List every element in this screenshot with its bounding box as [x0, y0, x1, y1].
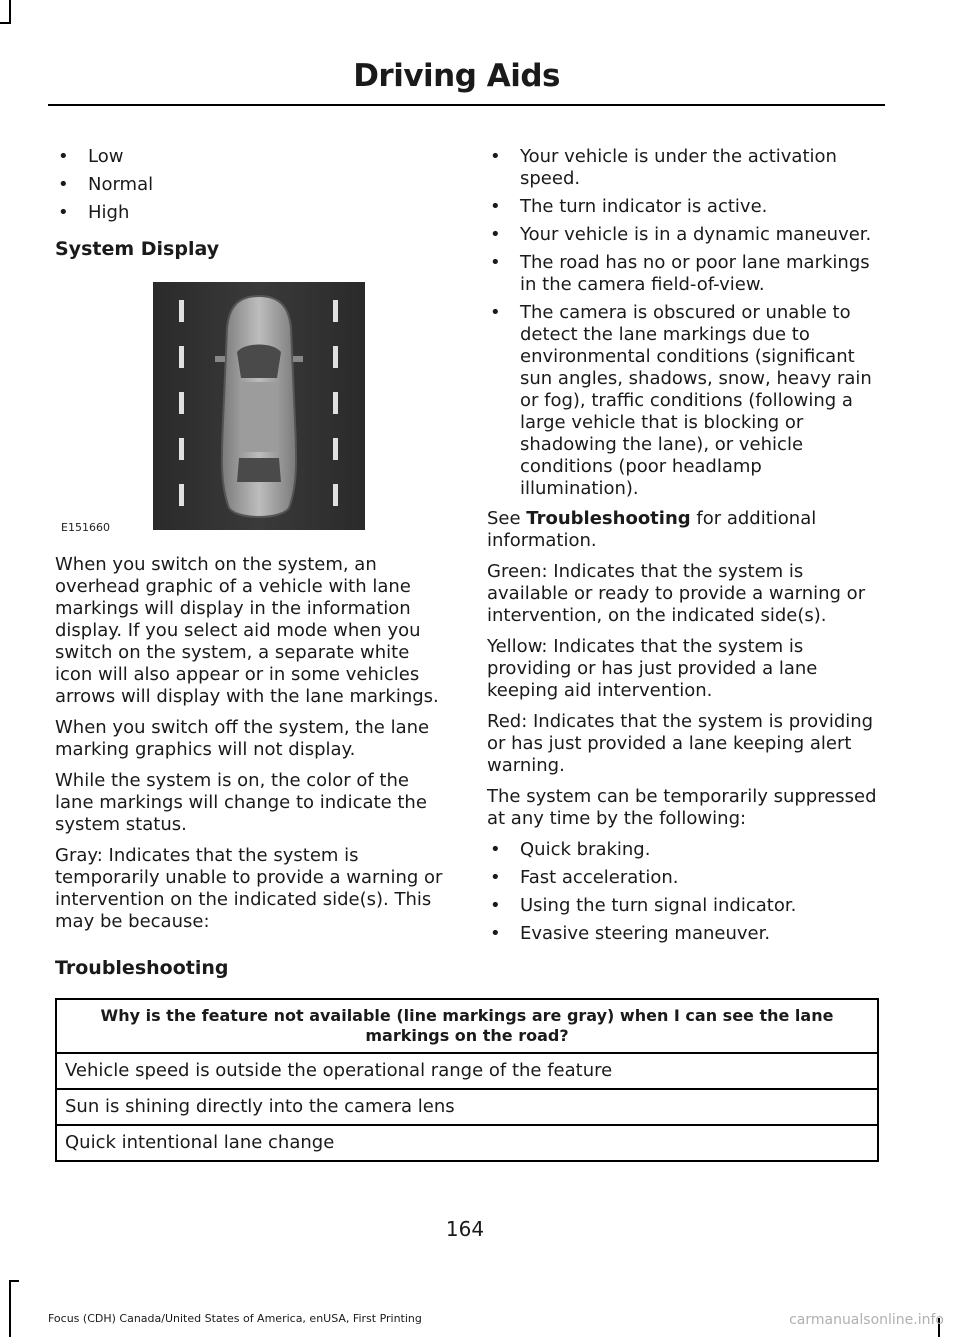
- list-item-reason: • The turn indicator is active.: [487, 196, 882, 218]
- crop-mark-top-left-h: [0, 22, 11, 24]
- list-item-reason: • Your vehicle is under the activation speed.: [487, 146, 882, 190]
- paragraph: While the system is on, the color of the lane markings will change to indicate the system status.: [55, 770, 427, 835]
- page-number: 164: [445, 1217, 485, 1241]
- left-column: [55, 146, 447, 942]
- crop-mark-top-left-v: [9, 0, 11, 22]
- paragraph-suppressed: The system can be temporarily suppressed at any time by the following:: [487, 786, 877, 829]
- paragraph-red: Red: Indicates that the system is providing or has just provided a lane keeping alert warning.: [487, 711, 874, 776]
- table-cell: Sun is shining directly into the camera lens: [56, 1089, 878, 1125]
- lane-display-illustration: [153, 282, 365, 530]
- see-prefix: See: [487, 508, 527, 529]
- crop-mark-bottom-left-v: [9, 1280, 11, 1337]
- table-row: [56, 1125, 878, 1161]
- paragraph: When you switch off the system, the lane marking graphics will not display.: [55, 717, 430, 760]
- list-item-reason: • The road has no or poor lane markings in the camera field-of-view.: [487, 252, 882, 296]
- troubleshooting-heading: Troubleshooting: [55, 957, 229, 979]
- lane-display-figure: [55, 278, 365, 538]
- paragraph: When you switch on the system, an overhead graphic of a vehicle with lane markings will display in the information display. If you select aid mode when you switch on the system, a separate white icon will also appear or in some vehicles arrows will display with the lane markings.: [55, 554, 439, 707]
- table-header-row: [56, 999, 878, 1053]
- page-title: Driving Aids: [353, 58, 560, 94]
- header-divider: [48, 104, 885, 106]
- table-cell: Vehicle speed is outside the operational range of the feature: [56, 1053, 878, 1089]
- list-item-sensitivity-normal: • Normal: [55, 174, 447, 196]
- figure-id: E151660: [61, 521, 110, 534]
- paragraph-yellow: Yellow: Indicates that the system is providing or has just provided a lane keeping aid intervention.: [487, 636, 818, 701]
- right-column: [487, 146, 882, 951]
- list-item-suppress: • Evasive steering maneuver.: [487, 923, 882, 945]
- crop-mark-bottom-left-h: [9, 1280, 19, 1282]
- vehicle-icon: [215, 296, 303, 517]
- watermark: carmanualsonline.info: [789, 1312, 944, 1328]
- see-suffix: for additional information.: [487, 508, 817, 551]
- table-row: [56, 1089, 878, 1125]
- troubleshooting-reference-link[interactable]: Troubleshooting: [526, 508, 691, 529]
- table-cell: Quick intentional lane change: [56, 1125, 878, 1161]
- paragraph-green: Green: Indicates that the system is available or ready to provide a warning or intervention, on the indicated side(s).: [487, 561, 866, 626]
- footer-text: Focus (CDH) Canada/United States of America, enUSA, First Printing: [48, 1312, 422, 1325]
- system-display-heading: System Display: [55, 238, 220, 260]
- table-header: Why is the feature not available (line markings are gray) when I can see the lane markings on the road?: [56, 999, 878, 1053]
- paragraph: Gray: Indicates that the system is temporarily unable to provide a warning or intervention on the indicated side(s). This may be because:: [55, 845, 443, 932]
- list-item-suppress: • Using the turn signal indicator.: [487, 895, 882, 917]
- list-item-reason: • The camera is obscured or unable to detect the lane markings due to environmental conditions (significant sun angles, shadows, snow, heavy rain or fog), traffic conditions (following a large vehicle that is blocking or shadowing the lane), or vehicle conditions (poor headlamp illumination).: [487, 302, 882, 500]
- troubleshooting-table: [55, 998, 879, 1162]
- table-row: [56, 1053, 878, 1089]
- list-item-sensitivity-high: • High: [55, 202, 447, 224]
- list-item-suppress: • Fast acceleration.: [487, 867, 882, 889]
- list-item-reason: • Your vehicle is in a dynamic maneuver.: [487, 224, 882, 246]
- list-item-suppress: • Quick braking.: [487, 839, 882, 861]
- list-item-sensitivity-low: • Low: [55, 146, 447, 168]
- see-troubleshooting-paragraph: [487, 508, 882, 552]
